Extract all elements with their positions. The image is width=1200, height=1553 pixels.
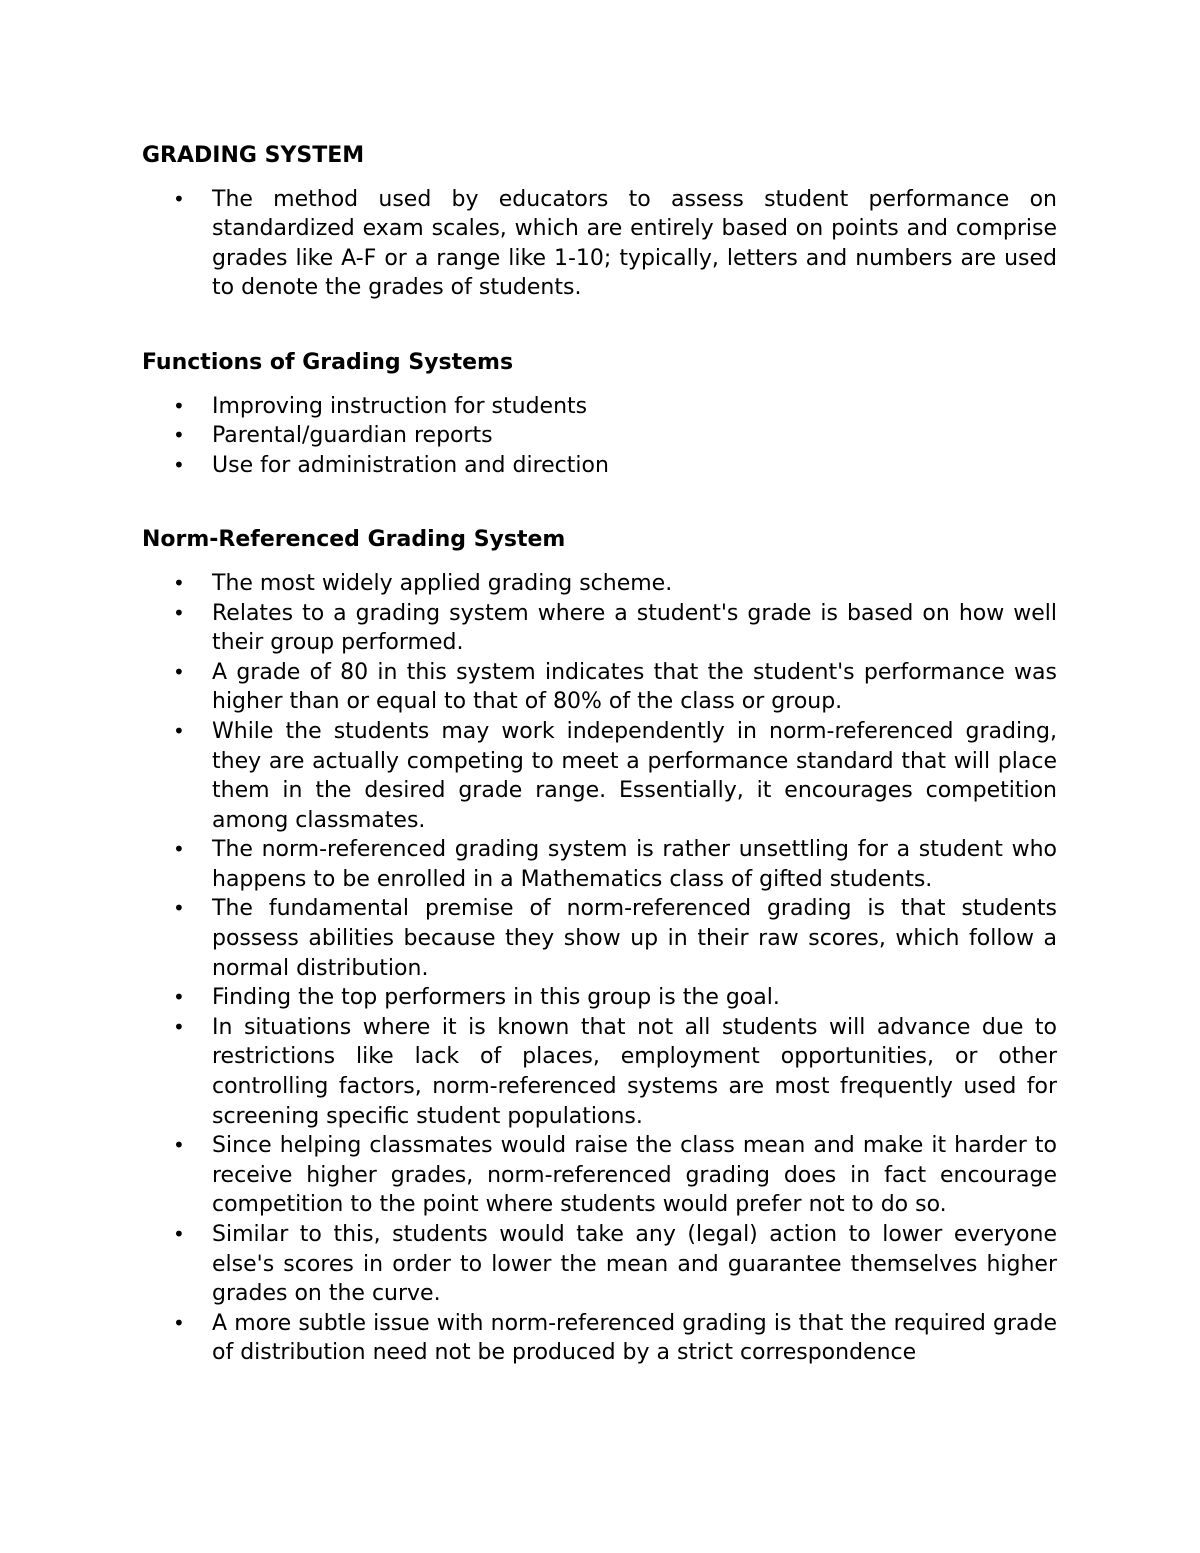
list-item xyxy=(142,658,1057,717)
section xyxy=(142,348,1057,480)
bullet-icon: • xyxy=(173,659,185,684)
bullet-icon: • xyxy=(173,423,185,448)
bullet-icon: • xyxy=(173,186,185,211)
list-item-text: Since helping classmates would raise the class mean and make it harder to receive higher grades, norm-referenced grading does in fact encourage competition to the point where students would prefer not to do so. xyxy=(212,1133,1057,1218)
list-item xyxy=(142,185,1057,303)
list-item-text: Finding the top performers in this group is the goal. xyxy=(212,985,780,1011)
bullet-icon: • xyxy=(173,393,185,418)
list-item-text: The norm-referenced grading system is rather unsettling for a student who happens to be enrolled in a Mathematics class of gifted students. xyxy=(212,837,1057,892)
list-item xyxy=(142,1309,1057,1368)
list-item-text: A grade of 80 in this system indicates that the student's performance was higher than or equal to that of 80% of the class or group. xyxy=(212,659,1057,715)
section xyxy=(142,141,1057,303)
bullet-icon: • xyxy=(173,1014,185,1039)
bullet-icon: • xyxy=(173,718,185,743)
bullet-list xyxy=(142,569,1057,1368)
section-heading: GRADING SYSTEM xyxy=(142,143,365,168)
bullet-icon: • xyxy=(173,570,185,595)
list-item-text: The fundamental premise of norm-referenced grading is that students possess abilities because they show up in their raw scores, which follow a normal distribution. xyxy=(212,896,1057,981)
section-heading: Functions of Grading Systems xyxy=(142,349,514,375)
section xyxy=(142,525,1057,1368)
list-item xyxy=(142,599,1057,658)
list-item xyxy=(142,421,1057,451)
bullet-icon: • xyxy=(173,837,185,862)
bullet-icon: • xyxy=(173,1222,185,1246)
bullet-icon: • xyxy=(173,1133,185,1158)
list-item xyxy=(142,569,1057,599)
list-item-text: In situations where it is known that not all students will advance due to restrictions like lack of places, employment opportunities, or other controlling factors, norm-referenced systems are most frequently used for screening specific student populations. xyxy=(212,1014,1057,1129)
list-item-text: The method used by educators to assess student performance on standardized exam scales, which are entirely based on points and comprise grades like A-F or a range like 1-10; typically, letters and numbers are used to denote the grades of students. xyxy=(212,186,1057,301)
bullet-icon: • xyxy=(173,896,185,921)
list-item xyxy=(142,1131,1057,1220)
list-item xyxy=(142,392,1057,422)
list-item-text: Improving instruction for students xyxy=(212,393,588,419)
list-item-text: A more subtle issue with norm-referenced grading is that the required grade of distribution need not be produced by a strict correspondence xyxy=(212,1310,1057,1366)
bullet-icon: • xyxy=(173,452,185,477)
list-item xyxy=(142,894,1057,983)
list-item-text: While the students may work independently in norm-referenced grading, they are actually competing to meet a performance standard that will place them in the desired grade range. Essentially, it encourages competition among classmates. xyxy=(212,718,1057,833)
list-item xyxy=(142,451,1057,481)
bullet-icon: • xyxy=(173,985,185,1010)
list-item-text: The most widely applied grading scheme. xyxy=(212,570,673,596)
list-item-text: Use for administration and direction xyxy=(212,452,609,478)
bullet-list xyxy=(142,185,1057,303)
list-item xyxy=(142,717,1057,835)
document-page xyxy=(142,141,1057,1368)
list-item-text: Parental/guardian reports xyxy=(212,423,493,449)
bullet-icon: • xyxy=(173,600,185,625)
bullet-list xyxy=(142,392,1057,481)
bullet-icon: • xyxy=(173,1310,185,1335)
section-heading: Norm-Referenced Grading System xyxy=(142,527,566,553)
list-item xyxy=(142,835,1057,894)
list-item-text: Relates to a grading system where a student's grade is based on how well their group performed. xyxy=(212,600,1057,656)
list-item-text: Similar to this, students would take any (legal) action to lower everyone else's scores in order to lower the mean and guarantee themselves higher grades on the curve. xyxy=(212,1222,1057,1307)
list-item xyxy=(142,1013,1057,1131)
list-item xyxy=(142,1220,1057,1309)
list-item xyxy=(142,983,1057,1013)
